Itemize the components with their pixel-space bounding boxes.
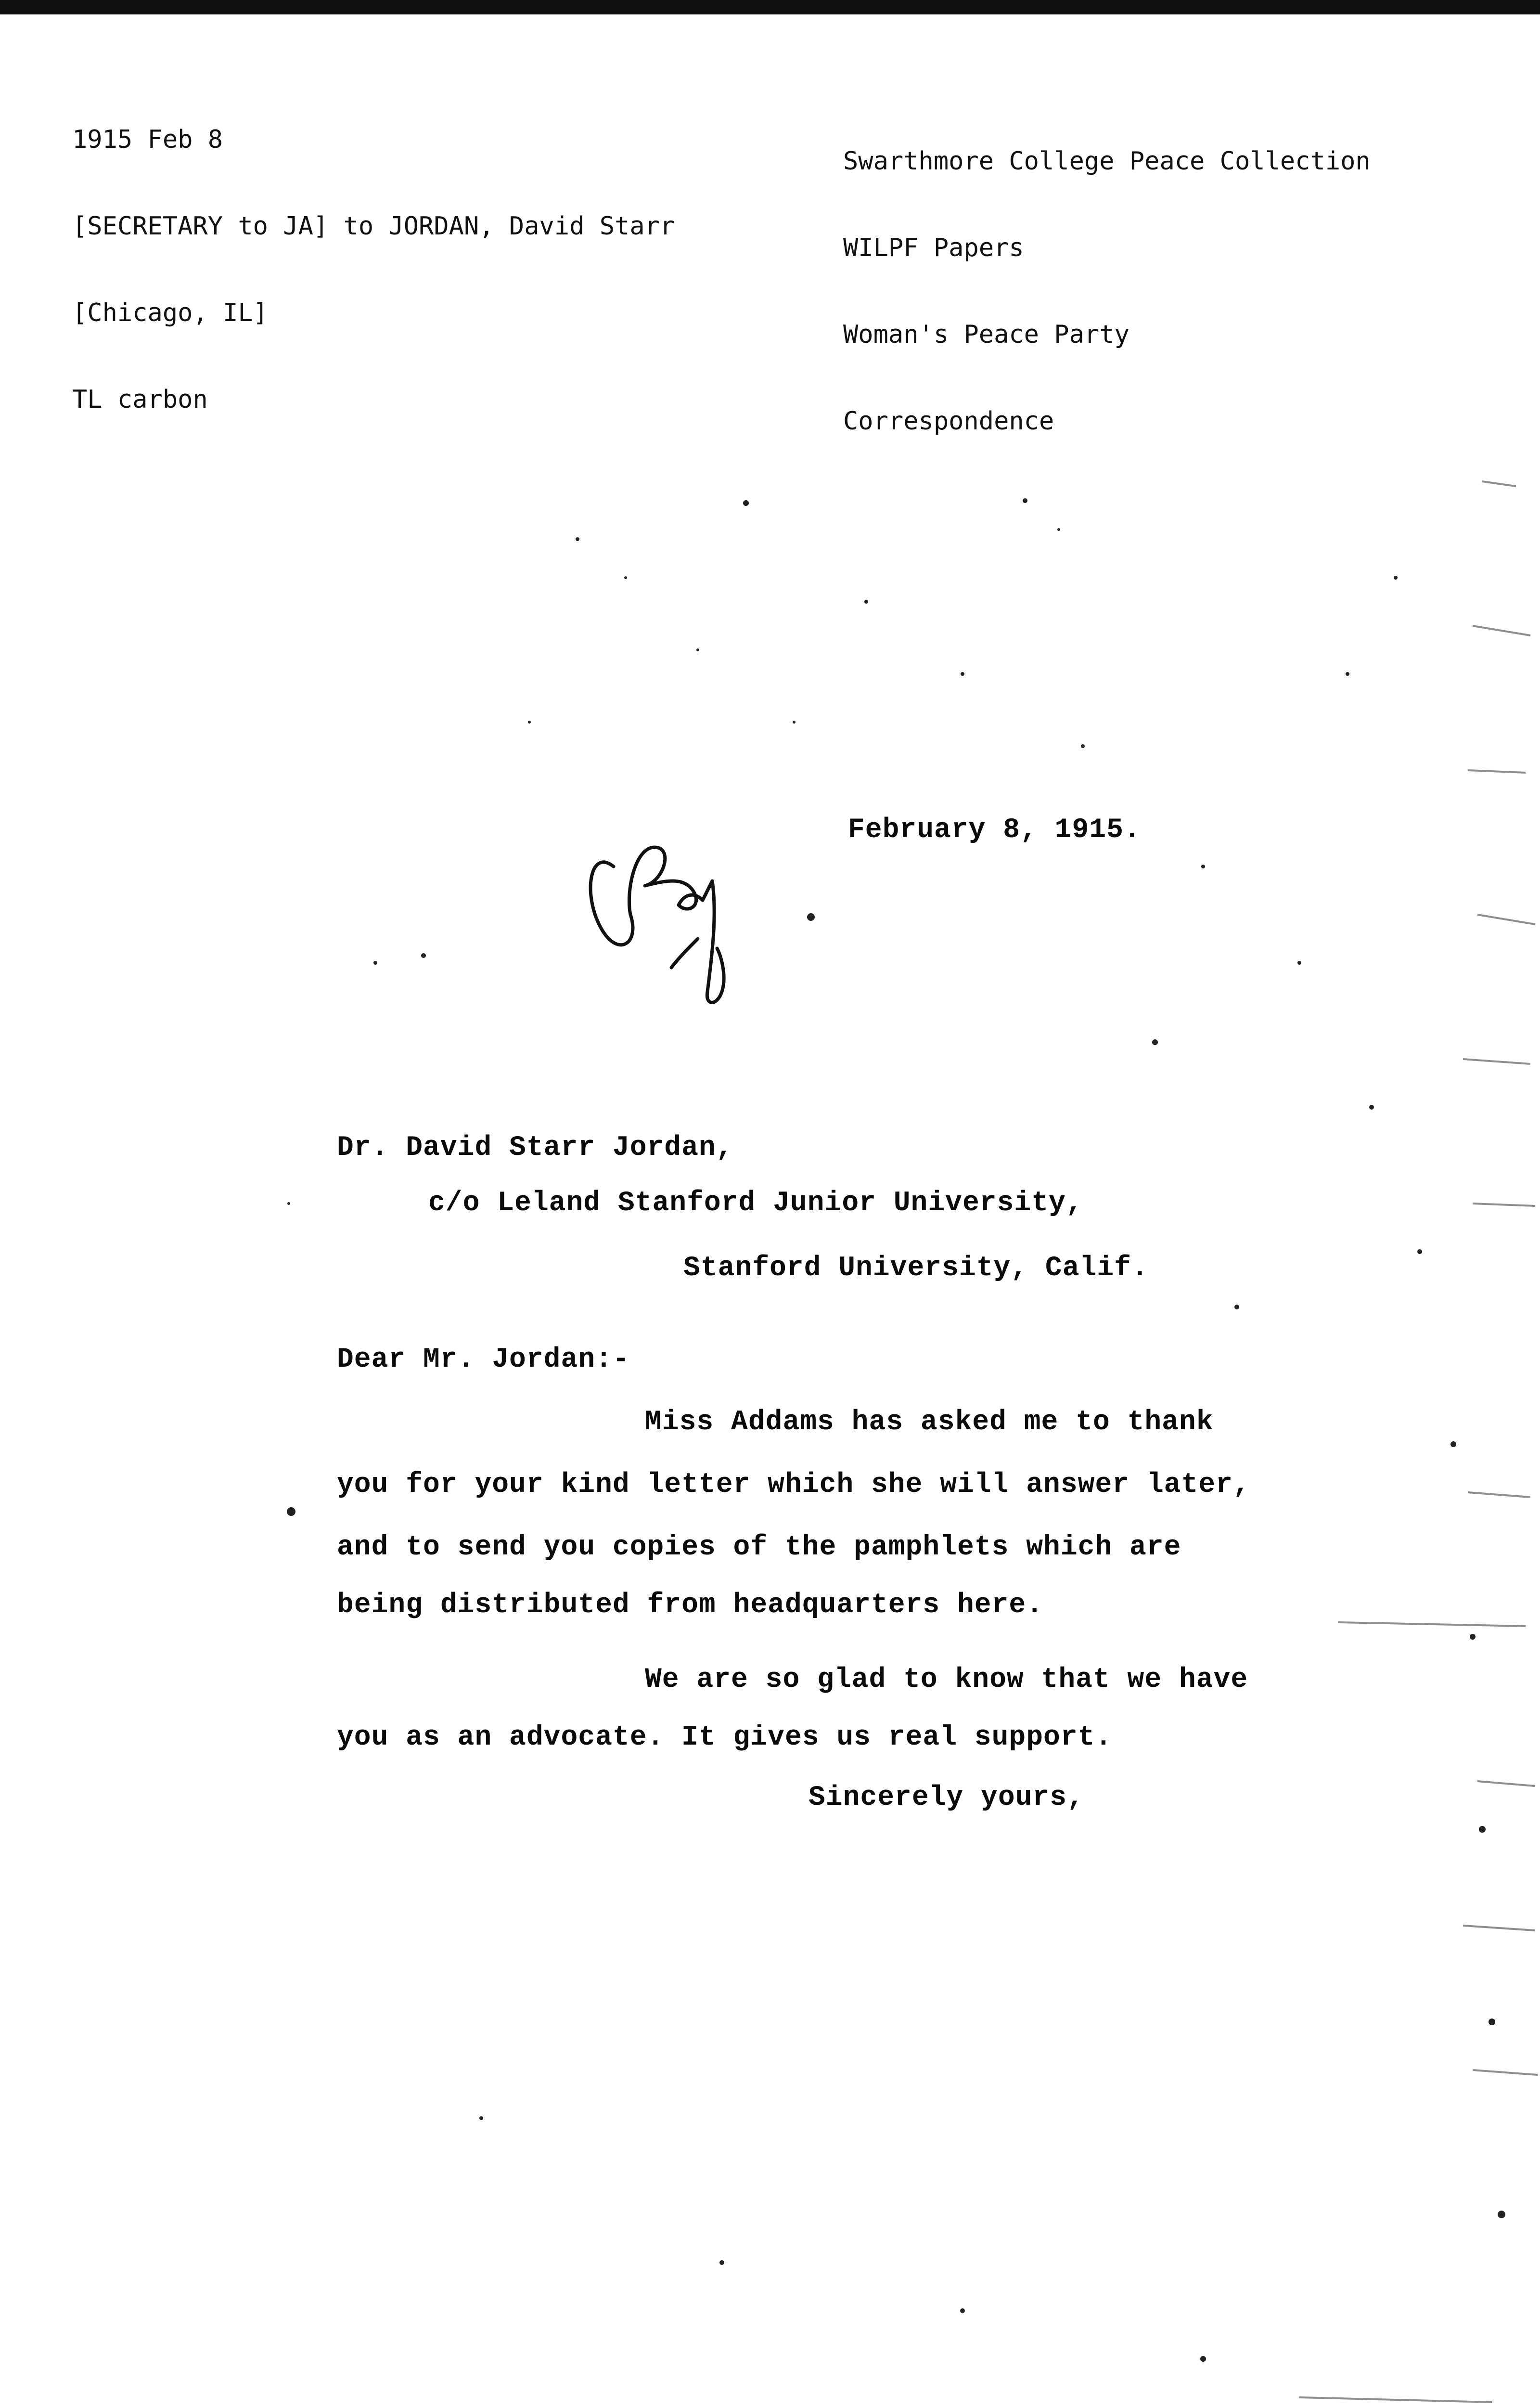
closing: Sincerely yours, [808, 1782, 1084, 1813]
catalog-date: 1915 Feb 8 [72, 125, 223, 154]
scan-noise [287, 498, 1505, 2362]
letter-date: February 8, 1915. [848, 815, 1141, 846]
edge-shadow [722, 481, 1538, 2407]
collection-series: Woman's Peace Party [843, 320, 1129, 349]
catalog-format: TL carbon [72, 385, 208, 414]
address-line-institution: c/o Leland Stanford Junior University, [428, 1188, 1083, 1219]
catalog-place: [Chicago, IL] [72, 298, 268, 327]
address-line-name: Dr. David Starr Jordan, [337, 1132, 733, 1164]
salutation: Dear Mr. Jordan:- [337, 1344, 630, 1375]
body-line: being distributed from headquarters here. [337, 1590, 1044, 1621]
collection-subseries: Correspondence [843, 407, 1054, 436]
handwritten-annotation [590, 847, 724, 1003]
catalog-correspondents: [SECRETARY to JA] to JORDAN, David Starr [72, 212, 675, 241]
collection-name: Swarthmore College Peace Collection [843, 147, 1371, 176]
body-line: We are so glad to know that we have [645, 1664, 1248, 1695]
body-line: and to send you copies of the pamphlets which are [337, 1532, 1181, 1563]
body-line: you for your kind letter which she will answer later, [337, 1469, 1250, 1501]
address-line-city: Stanford University, Calif. [683, 1253, 1149, 1284]
body-line: Miss Addams has asked me to thank [645, 1407, 1214, 1438]
body-line: you as an advocate. It gives us real support. [337, 1722, 1113, 1753]
collection-papers: WILPF Papers [843, 233, 1024, 262]
